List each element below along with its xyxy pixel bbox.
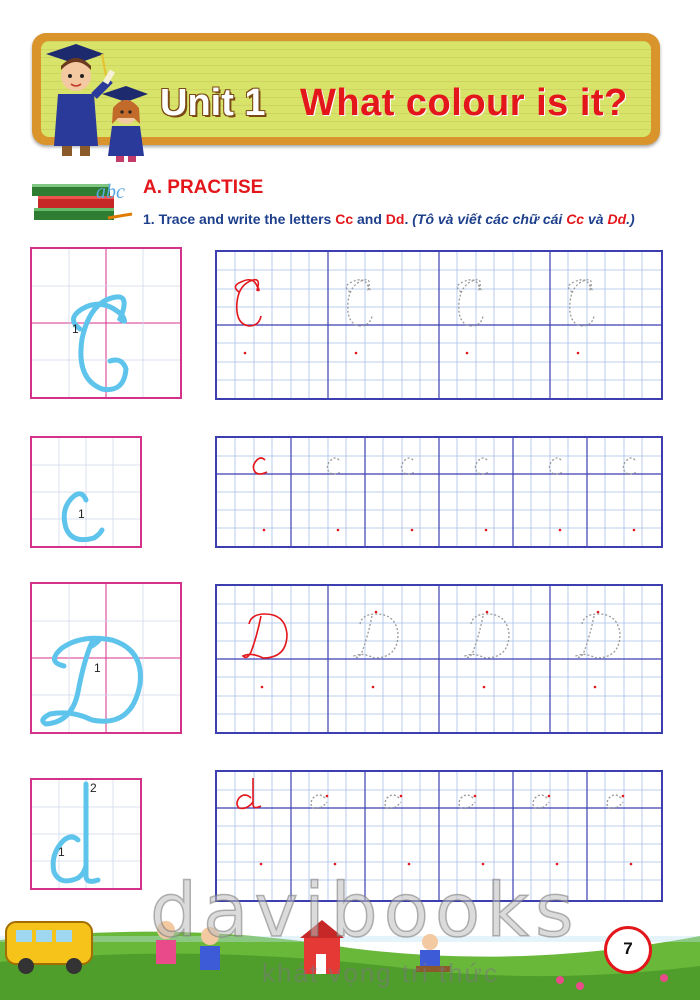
- instruction-period: .: [404, 211, 409, 227]
- letters-cc: Cc: [335, 211, 354, 227]
- graduates-illustration: [36, 36, 161, 166]
- letters-dd: Dd: [385, 211, 405, 227]
- stroke-number-1: 1: [58, 845, 65, 859]
- vn-letters-dd: Dd: [607, 211, 627, 227]
- vn-instruction: (Tô và viết các chữ cái: [412, 211, 563, 227]
- instruction-conj: and: [357, 211, 382, 227]
- trace-row-uppercase-d: [217, 586, 661, 732]
- model-box-lowercase-d: [30, 778, 142, 890]
- vn-close: .): [626, 211, 635, 227]
- instruction: [143, 211, 635, 227]
- stroke-number: 1: [78, 507, 85, 521]
- model-box-uppercase-d: [30, 582, 182, 734]
- instruction-text: Trace and write the letters: [158, 211, 332, 227]
- stroke-number: 1: [72, 322, 79, 336]
- section-title: A. PRACTISE: [143, 177, 264, 198]
- watermark: davibooks: [150, 868, 580, 954]
- practice-grid-lowercase-c: [215, 436, 663, 548]
- unit-label: Unit 1: [160, 82, 266, 124]
- svg-text:abc: abc: [96, 181, 125, 203]
- vn-conj: và: [587, 211, 604, 227]
- page-number: 7: [604, 926, 652, 974]
- practice-grid-uppercase-c: [215, 250, 663, 400]
- books-icon: [30, 178, 135, 226]
- stroke-number: 1: [94, 661, 101, 675]
- trace-row-lowercase-c: [217, 438, 661, 546]
- instruction-number: 1.: [143, 211, 155, 227]
- model-box-uppercase-c: [30, 247, 182, 399]
- model-box-lowercase-c: [30, 436, 142, 548]
- watermark-tagline: khát vọng tri thức: [262, 958, 499, 988]
- unit-title: What colour is it?: [300, 82, 628, 124]
- stroke-number-2: 2: [90, 781, 97, 795]
- vn-letters-cc: Cc: [566, 211, 585, 227]
- practice-grid-uppercase-d: [215, 584, 663, 734]
- trace-row-uppercase-c: [217, 252, 661, 398]
